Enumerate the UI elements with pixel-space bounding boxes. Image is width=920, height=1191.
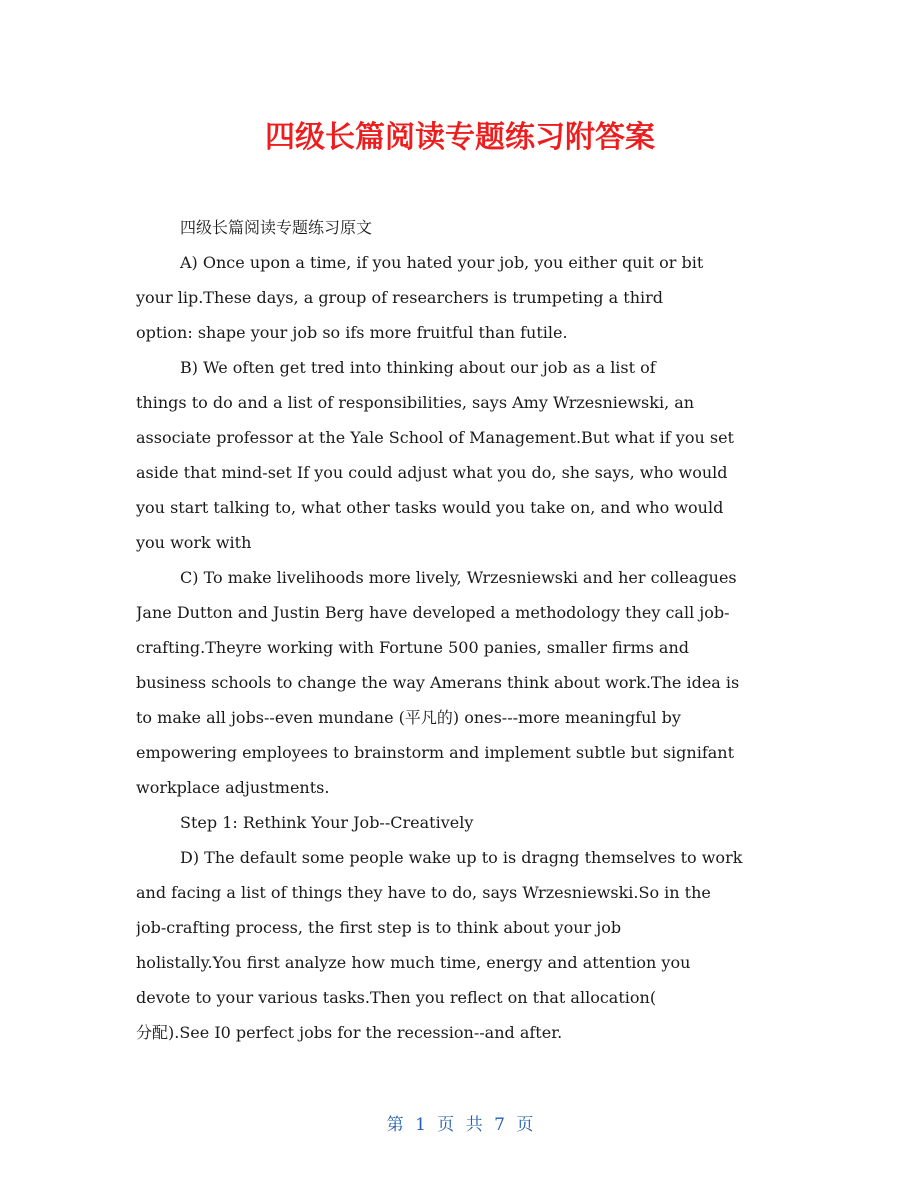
- document-body: [136, 210, 788, 1050]
- paragraph-a-line: your lip.These days, a group of researchers is trumpeting a third: [136, 288, 663, 307]
- paragraph-c-line: to make all jobs--even mundane (平凡的) ones---more meaningful by: [136, 708, 681, 727]
- paragraph-c-line: workplace adjustments.: [136, 778, 330, 797]
- paragraph-a-line: option: shape your job so ifs more fruitful than futile.: [136, 323, 568, 342]
- paragraph-c-line: Jane Dutton and Justin Berg have developed a methodology they call job-: [136, 603, 730, 622]
- paragraph-c-line: C) To make livelihoods more lively, Wrzesniewski and her colleagues: [180, 568, 737, 587]
- paragraph-b-line: you start talking to, what other tasks would you take on, and who would: [136, 498, 724, 517]
- paragraph-d-line: job-crafting process, the first step is to think about your job: [136, 918, 622, 937]
- paragraph-b-line: B) We often get tred into thinking about our job as a list of: [180, 358, 656, 377]
- paragraph-c-line: business schools to change the way Amerans think about work.The idea is: [136, 673, 740, 692]
- paragraph-d-line: and facing a list of things they have to do, says Wrzesniewski.So in the: [136, 883, 711, 902]
- paragraph-d-line: 分配).See I0 perfect jobs for the recession--and after.: [136, 1023, 563, 1042]
- page-number-footer: 第 1 页 共 7 页: [386, 1115, 534, 1135]
- section-heading-step-1: Step 1: Rethink Your Job--Creatively: [180, 813, 474, 832]
- paragraph-c-line: empowering employees to brainstorm and implement subtle but signifant: [136, 743, 735, 762]
- paragraph-b-line: aside that mind-set If you could adjust what you do, she says, who would: [136, 463, 728, 482]
- paragraph-d-line: holistally.You first analyze how much time, energy and attention you: [136, 953, 691, 972]
- paragraph-a-line: A) Once upon a time, if you hated your job, you either quit or bit: [180, 253, 704, 272]
- paragraph-b-line: associate professor at the Yale School of Management.But what if you set: [136, 428, 734, 447]
- subtitle-line: 四级长篇阅读专题练习原文: [180, 218, 373, 237]
- paragraph-d-line: D) The default some people wake up to is dragng themselves to work: [180, 848, 743, 867]
- paragraph-b-line: things to do and a list of responsibilities, says Amy Wrzesniewski, an: [136, 393, 695, 412]
- paragraph-c-line: crafting.Theyre working with Fortune 500 panies, smaller firms and: [136, 638, 690, 657]
- paragraph-b-line: you work with: [136, 533, 252, 552]
- document-title: 四级长篇阅读专题练习附答案: [265, 120, 655, 155]
- paragraph-d-line: devote to your various tasks.Then you reflect on that allocation(: [136, 988, 657, 1007]
